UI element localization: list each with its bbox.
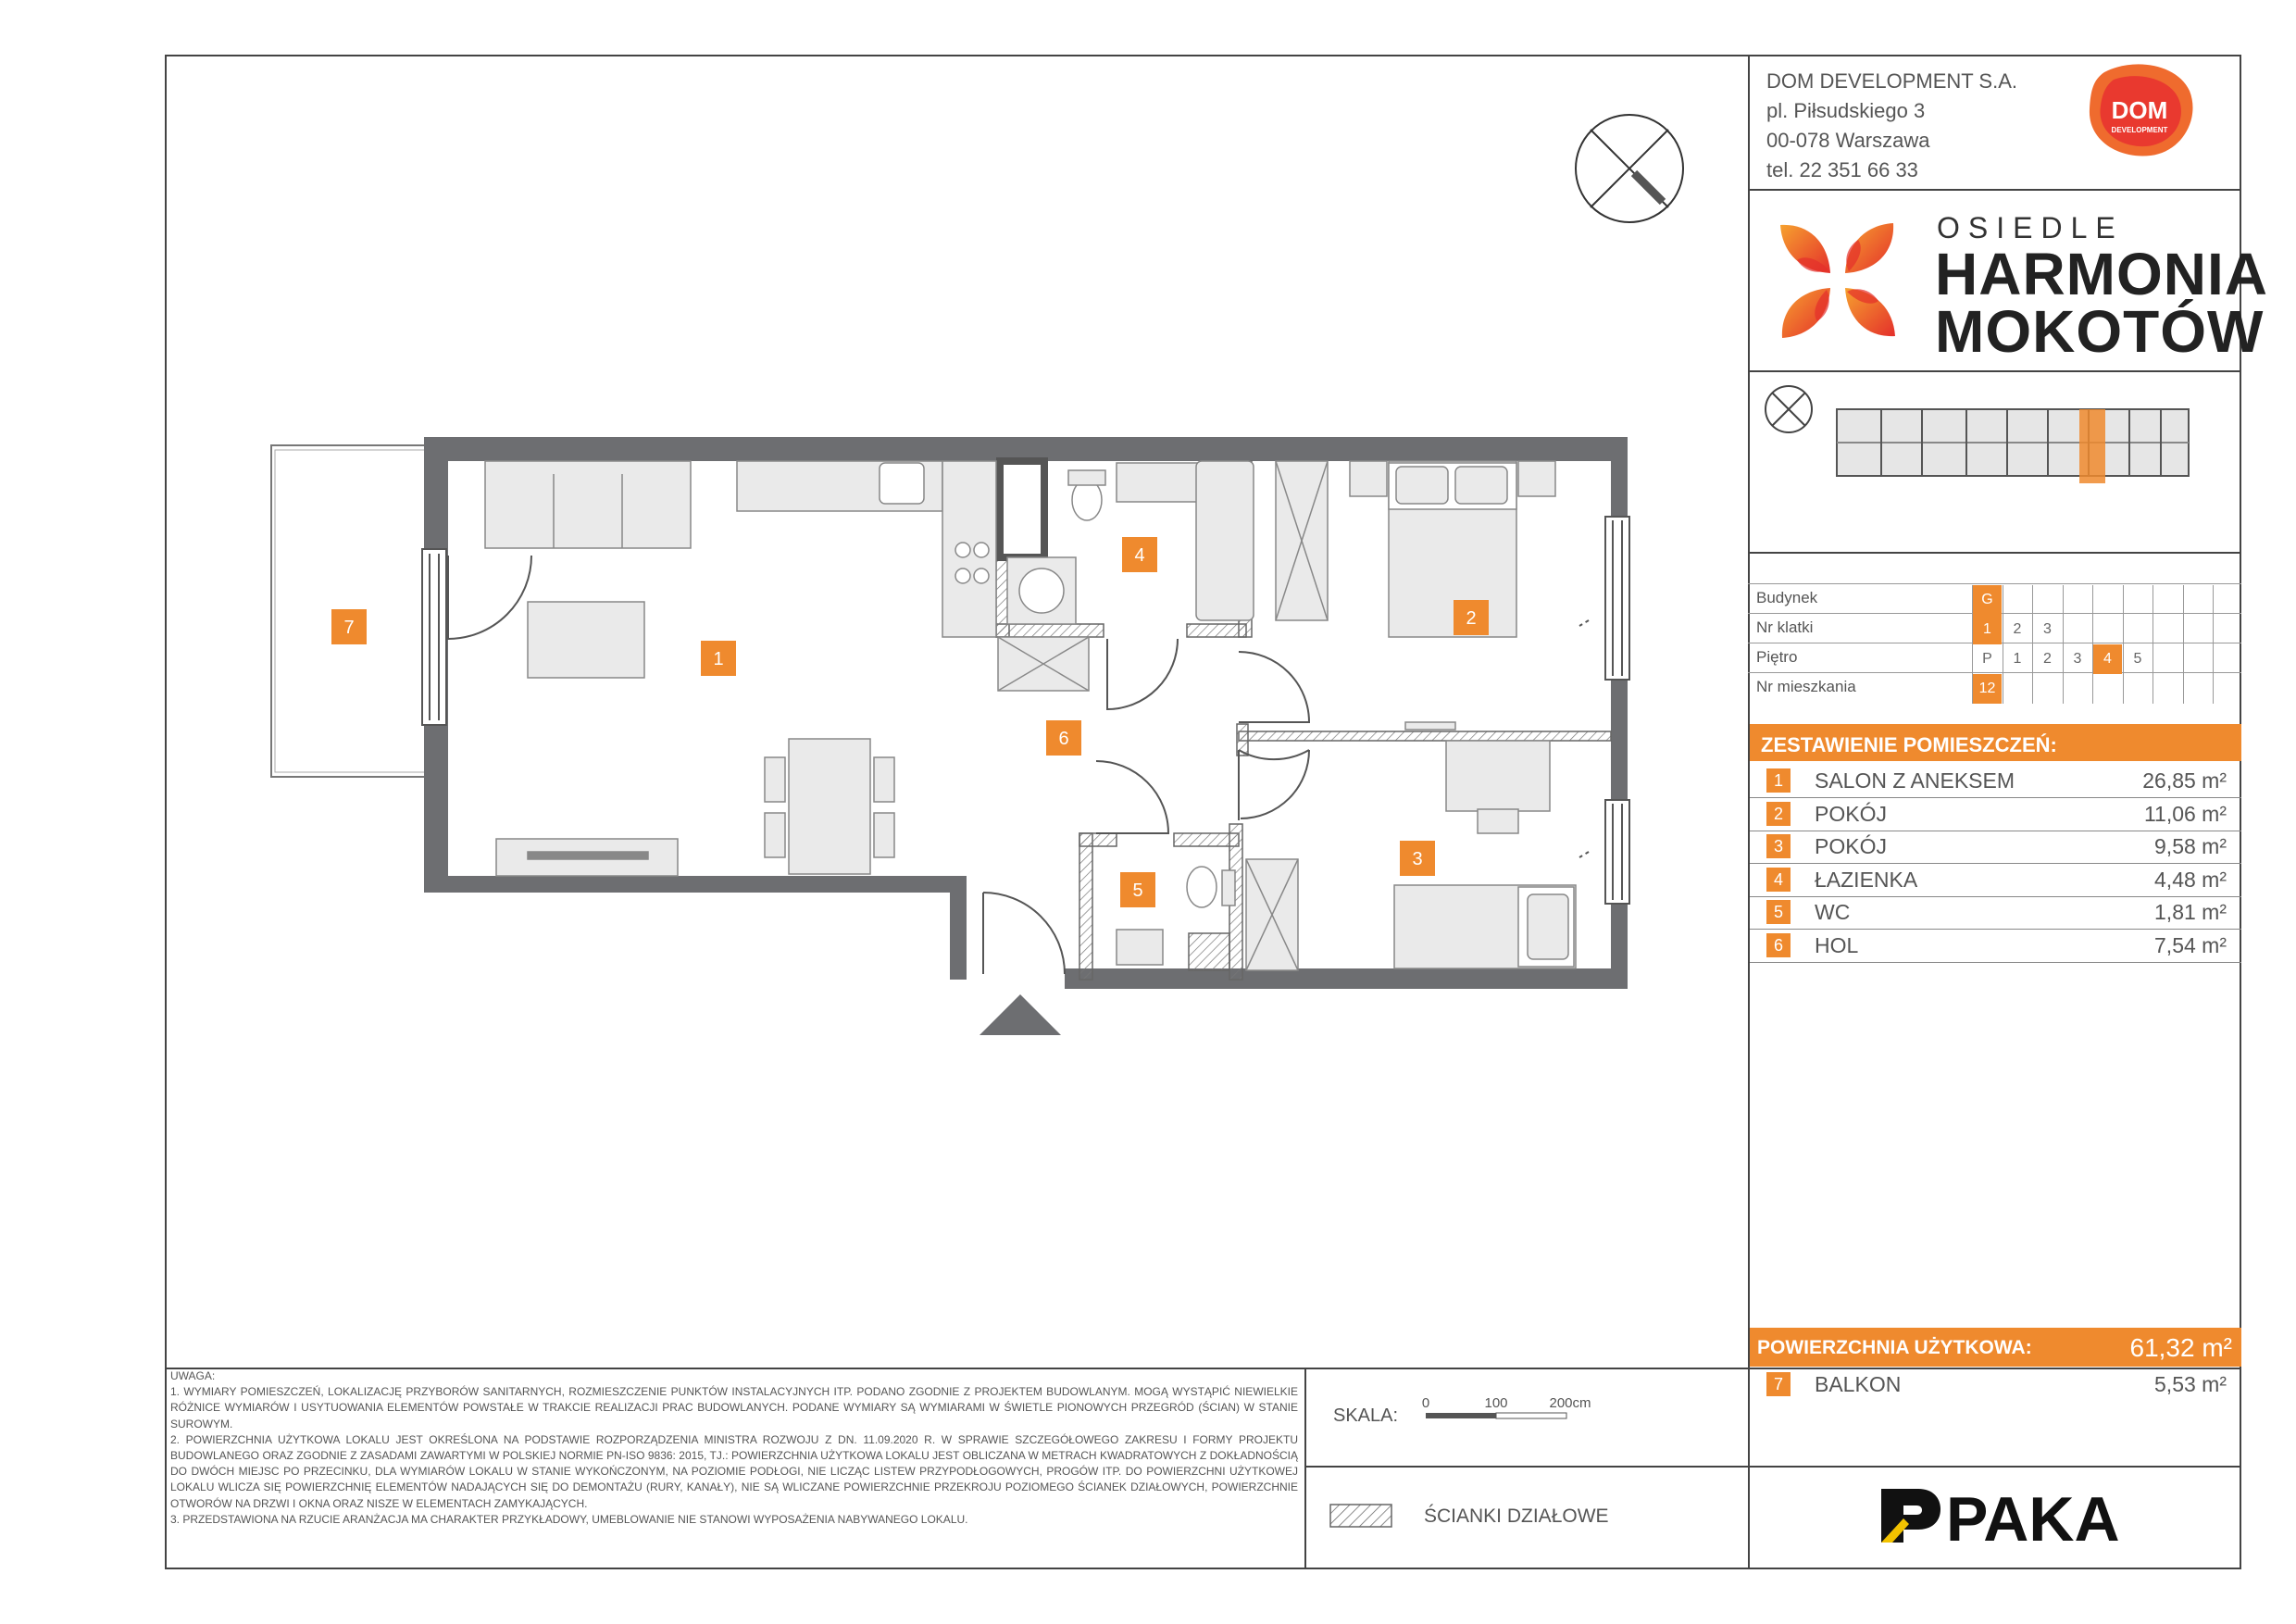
- notes-divider: [1304, 1368, 1306, 1569]
- note-2: 2. POWIERZCHNIA UŻYTKOWA LOKALU JEST OKREŚLONA NA PODSTAWIE ROZPORZĄDZENIA MINISTRA ROZWOJU Z DN. 11.09.2020 R. W SPRAWIE SZCZEGÓŁOWEGO ZAKRESU I FORMY PROJEKTU BUDOWLANEGO ORAZ ZGODNIE Z ZASADAMI ZAWARTYMI W POLSKIEJ NORMIE PN-ISO 9836: 2015, TJ.: POWIERZCHNIA UŻYTKOWA LOKALU JEST OBLICZANA W METRACH KWADRATOWYCH Z DOKŁADNOŚCIĄ DO DWÓCH MIEJSC PO PRZECINKU, DLA WYMIARÓW LOKALU W STANIE WYKOŃCZONYM, NA POZIOMIE PODŁOGI, NIE LICZĄC LISTEW PRZYPODŁOGOWYCH, PROGÓW ITP. DO POWIERZCHNI UŻYTKOWEJ LOKALU WLICZA SIĘ POWIERZCHNIĘ ELEMENTÓW NADAJĄCYCH SIĘ DO DEMONTAŻU (RURY, KANAŁY), NIE SĄ WLICZANE POWIERZCHNIE PRZEKROJU POZIOMEGO ŚCIANEK DZIAŁOWYCH, POWIERZCHNIE OTWORÓW NA DRZWI I OKNA ORAZ NISZE W ELEMENTACH ZAMYKAJĄCYCH.: [170, 1432, 1298, 1510]
- info-cell: [2123, 585, 2152, 615]
- info-cell: [2183, 615, 2213, 644]
- company-street: pl. Piłsudskiego 3: [1766, 99, 1926, 122]
- info-cell: [2183, 644, 2213, 674]
- room-row: [1750, 896, 2241, 930]
- key-plan: [1759, 381, 2240, 530]
- info-cell: [2032, 674, 2062, 704]
- info-cell: [2183, 585, 2213, 615]
- info-cell: [2123, 674, 2152, 704]
- info-cell: 12: [1972, 674, 2002, 704]
- room-area: 7,54 m²: [2154, 932, 2227, 957]
- total-area-label: POWIERZCHNIA UŻYTKOWA:: [1757, 1337, 2032, 1358]
- info-label-building: Budynek: [1756, 589, 1818, 606]
- plan-label-7: 7: [343, 618, 355, 638]
- plan-label-4: 4: [1134, 545, 1145, 566]
- room-name: POKÓJ: [1815, 801, 1887, 826]
- floor-plan: [167, 56, 1741, 1047]
- balcony-rule: [1748, 1466, 2241, 1468]
- room-num: 6: [1766, 933, 1791, 957]
- info-cell: [2063, 615, 2092, 644]
- window-right-top: [1605, 517, 1629, 680]
- balcony-area: 5,53 m²: [2154, 1372, 2227, 1396]
- window-right-bottom: [1605, 800, 1629, 904]
- sidebar-rule-2: [1748, 370, 2241, 372]
- shaft: [1000, 461, 1044, 557]
- balcony-door-swing: [448, 556, 531, 639]
- info-cell: [2152, 644, 2182, 674]
- room-row: [1750, 798, 2241, 831]
- plan-label-3: 3: [1412, 849, 1423, 869]
- total-area-value: 61,32 m²: [2129, 1333, 2232, 1362]
- dom-logo-text: DOM: [2111, 96, 2168, 124]
- info-cell: 2: [2032, 644, 2062, 674]
- room-row: [1750, 930, 2241, 963]
- info-cell: [2213, 585, 2242, 615]
- dom-logo-subtext: DEVELOPMENT: [2111, 126, 2168, 134]
- info-label-staircase: Nr klatki: [1756, 618, 1814, 636]
- info-cell: [2003, 585, 2032, 615]
- note-1: 1. WYMIARY POMIESZCZEŃ, LOKALIZACJĘ PRZYBORÓW SANITARNYCH, ROZMIESZCZENIE PUNKTÓW INSTALACYJNYCH ITP. PODANO ZGODNIE Z PROJEKTEM BUDOWLANYM. MOGĄ WYSTĄPIĆ NIEWIELKIE RÓŻNICE WYMIARÓW I USYTUOWANIA ELEMENTÓW POWSTAŁE W TRAKCIE REALIZACJI PRAC BUDOWLANYCH. PODANE WYMIARY SĄ WYMIARAMI W ŚWIETLE PIONOWYCH PRZEGRÓD (ŚCIAN) W STANIE SUROWYM.: [170, 1385, 1298, 1430]
- scale-tick-100: 100: [1484, 1395, 1508, 1411]
- info-cell: [2152, 674, 2182, 704]
- info-cell: [2213, 615, 2242, 644]
- building-outline: [1837, 409, 2189, 476]
- plan-label-6: 6: [1058, 729, 1069, 749]
- info-cell: P: [1972, 644, 2002, 674]
- scale-rule: [1304, 1466, 1750, 1468]
- info-cell: G: [1972, 585, 2002, 615]
- legend-label: ŚCIANKI DZIAŁOWE: [1424, 1505, 1609, 1527]
- room-area: 9,58 m²: [2154, 834, 2227, 858]
- dom-development-logo: [2086, 63, 2195, 157]
- info-cell: [2032, 585, 2062, 615]
- room-row: [1750, 765, 2241, 798]
- balcony-name: BALKON: [1815, 1372, 1902, 1396]
- company-city: 00-078 Warszawa: [1766, 129, 1930, 152]
- room-num: 4: [1766, 868, 1791, 892]
- info-label-floor: Piętro: [1756, 648, 1798, 666]
- room-name: ŁAZIENKA: [1815, 867, 1918, 892]
- scale-tick-0: 0: [1421, 1395, 1430, 1411]
- company-contact: [1766, 67, 2017, 185]
- info-cell: [2063, 674, 2092, 704]
- info-cell: 5: [2123, 644, 2152, 674]
- info-cell: 1: [1972, 615, 2002, 644]
- note-3: 3. PRZEDSTAWIONA NA RZUCIE ARANŻACJA MA CHARAKTER PRZYKŁADOWY, UMEBLOWANIE NIE STANOWI WYPOSAŻENIA NABYWANEGO LOKALU.: [170, 1512, 968, 1526]
- info-cell: [2213, 674, 2242, 704]
- room-row: [1750, 864, 2241, 897]
- project-line-2: HARMONIA: [1935, 241, 2268, 307]
- project-line-3: MOKOTÓW: [1935, 298, 2265, 365]
- company-name: DOM DEVELOPMENT S.A.: [1766, 69, 2017, 93]
- room-area: 26,85 m²: [2142, 768, 2227, 793]
- info-cell: 3: [2063, 644, 2092, 674]
- room-name: SALON Z ANEKSEM: [1815, 768, 2015, 793]
- room-area: 1,81 m²: [2154, 900, 2227, 924]
- notes-title: UWAGA:: [170, 1369, 216, 1382]
- sidebar-rule-3: [1748, 552, 2241, 554]
- plan-label-2: 2: [1466, 608, 1477, 629]
- scale-bar: [1416, 1391, 1591, 1446]
- info-cell: 2: [2003, 615, 2032, 644]
- room-area: 11,06 m²: [2143, 801, 2227, 826]
- room-num: 1: [1766, 768, 1791, 793]
- north-compass-icon: [1576, 115, 1683, 222]
- balcony-door-frame: [422, 549, 446, 725]
- selected-unit-highlight: [2079, 409, 2105, 483]
- info-cell: [2063, 585, 2092, 615]
- info-cell: [2123, 615, 2152, 644]
- harmonia-flower-logo: [1768, 211, 1907, 350]
- info-cell: [2152, 585, 2182, 615]
- room-name: HOL: [1815, 932, 1859, 957]
- info-cell: [2092, 585, 2122, 615]
- room-num: 2: [1766, 802, 1791, 826]
- info-cell: 3: [2032, 615, 2062, 644]
- project-name: [1935, 241, 2268, 365]
- room-name: WC: [1815, 900, 1851, 924]
- plan-label-5: 5: [1132, 881, 1143, 901]
- room-row: [1750, 831, 2241, 864]
- rooms-header-label: ZESTAWIENIE POMIESZCZEŃ:: [1761, 733, 2057, 756]
- room-num: 5: [1766, 900, 1791, 924]
- rooms-header: [1750, 724, 2241, 761]
- info-cell: [2092, 674, 2122, 704]
- entrance-arrow-icon: [980, 994, 1061, 1035]
- paka-logo: [1876, 1481, 2120, 1555]
- sidebar-rule-1: [1748, 189, 2241, 191]
- info-cell: [2213, 644, 2242, 674]
- scale-tick-200: 200cm: [1549, 1395, 1591, 1411]
- info-label-apartment: Nr mieszkania: [1756, 678, 1856, 695]
- info-cell: [2183, 674, 2213, 704]
- balcony-row: [1750, 1368, 2241, 1402]
- plan-label-1: 1: [713, 649, 724, 669]
- info-cell: 4: [2092, 644, 2122, 674]
- room-area: 4,48 m²: [2154, 867, 2227, 892]
- scale-label: SKALA:: [1333, 1405, 1399, 1426]
- room-name: POKÓJ: [1815, 834, 1887, 858]
- room-num: 3: [1766, 834, 1791, 858]
- company-phone: tel. 22 351 66 33: [1766, 158, 1918, 181]
- key-plan-compass-icon: [1766, 386, 1812, 432]
- partition-wall-swatch: [1329, 1504, 1394, 1530]
- notes-block: [170, 1368, 1298, 1528]
- balcony-num: 7: [1766, 1372, 1791, 1396]
- info-cell: [2152, 615, 2182, 644]
- info-cell: [2003, 674, 2032, 704]
- info-cell: 1: [2003, 644, 2032, 674]
- project-line-1: OSIEDLE: [1937, 211, 2124, 244]
- info-cell: [2092, 615, 2122, 644]
- total-area-bar: [1750, 1328, 2241, 1367]
- paka-logo-text: PAKA: [1946, 1484, 2120, 1555]
